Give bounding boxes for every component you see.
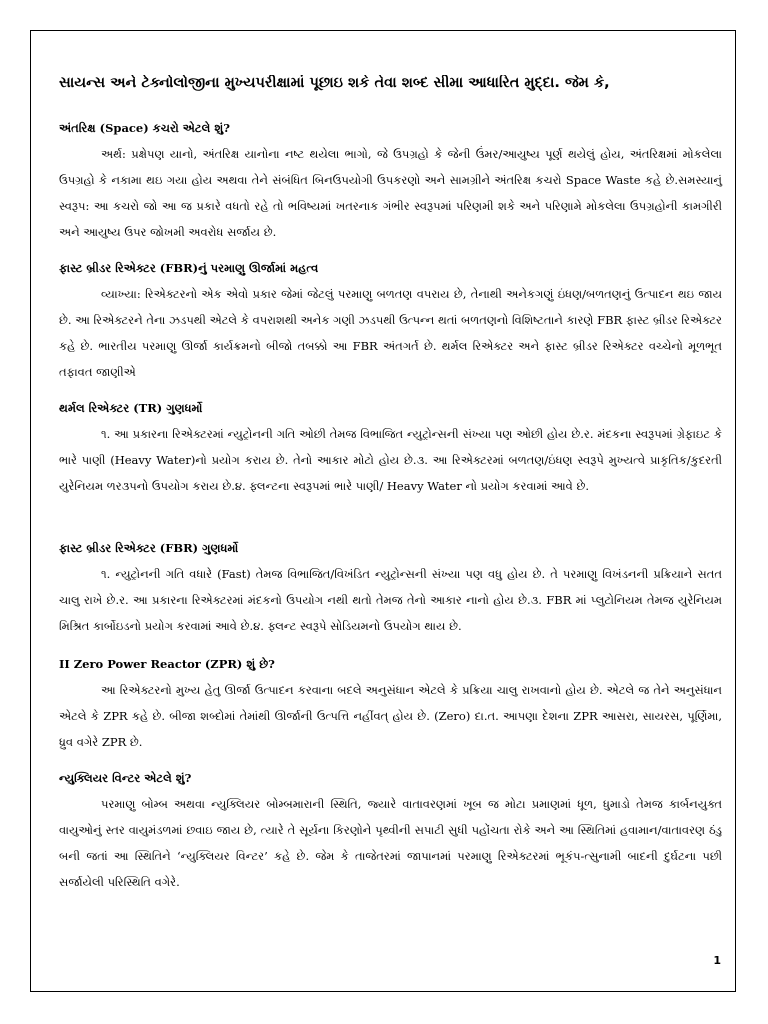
section-nuclear-winter [59, 771, 722, 895]
section-fbr-properties [59, 541, 722, 639]
section-body: ૧. આ પ્રકારના રિએક્ટરમાં ન્યુટ્રોનની ગતિ ઓછી તેમજ વિભાજિત ન્યુટ્રોન્સની સંખ્યા પણ ઓછી હોય છે.ર. મંદકના સ્વરૂપમાં ગ્રેફાઇટ કે ભારે પાણી (Heavy Water)નો પ્રયોગ કરાય છે. તેનો આકાર મોટો હોય છે.૩. આ રિએક્ટરમાં બળતણ/ઇંધણ સ્વરૂપે મુખ્યત્વે પ્રાકૃતિક/કુદરતી યુરેનિયમ ળર૩પનો ઉપયોગ કરાય છે.૪. ફ્લન્ટના સ્વરૂપમાં ભારે પાણી/ Heavy Water નો પ્રયોગ કરવામાં આવે છે. [59, 427, 722, 493]
page-number: 1 [713, 954, 721, 967]
document-page [30, 30, 736, 992]
section-heading: ન્યુક્લિયર વિન્ટર એટલે શું? [59, 771, 192, 785]
section-heading: ફાસ્ટ બ્રીડર રિએક્ટર (FBR)નું પરમાણુ ઊર્જામાં મહત્વ [59, 261, 319, 275]
section-zpr [59, 657, 722, 755]
section-body: વ્યાખ્યા: રિએક્ટરનો એક એવો પ્રકાર જેમાં જેટલું પરમાણુ બળતણ વપરાય છે, તેનાથી અનેકગણું ઇંધણ/બળતણનું ઉત્પાદન થઇ જાય છે. આ રિએક્ટરને તેના ઝડપથી એટલે કે વપરાશથી અનેક ગણી ઝડપથી ઉત્પન્ન થતાં બળતણનો વિશિષ્ટતાને કારણે FBR ફાસ્ટ બ્રીડર રિએક્ટર કહે છે. ભારતીય પરમાણુ ઊર્જા કાર્યક્રમનો બીજો તબક્કો આ FBR અંતગર્ત છે. થર્મલ રિએક્ટર અને ફાસ્ટ બ્રીડર રિએક્ટર વચ્ચેનો મૂળભૂત તફાવત જાણીએ [59, 287, 722, 379]
section-heading: અંતરિક્ષ (Space) કચરો એટલે શું? [59, 121, 230, 135]
section-body: આ રિએક્ટરનો મુખ્ય હેતુ ઊર્જા ઉત્પાદન કરવાના બદલે અનુસંધાન એટલે કે પ્રક્રિયા ચાલુ રાખવાનો હોય છે. એટલે જ તેને અનુસંધાન એટલે કે ZPR કહે છે. બીજા શબ્દોમાં તેમાંથી ઊર્જાની ઉત્પત્તિ નહીંવત્ હોય છે. (Zero) દા.ત. આપણા દેશના ZPR આસરા, સાયરસ, પૂર્ણિમા, ધ્રુવ વગેરે ZPR છે. [59, 683, 722, 749]
section-space-debris [59, 121, 722, 245]
section-body: પરમાણુ બોમ્બ અથવા ન્યુક્લિયર બોમ્બમારાની સ્થિતિ, જ્યારે વાતાવરણમાં ખૂબ જ મોટા પ્રમાણમાં ધૂળ, ધુમાડો તેમજ કાર્બનયુક્ત વાયુઓનું સ્તર વાયુમંડળમાં છવાઇ જાય છે, ત્યારે તે સૂર્યના કિરણોને પૃથ્વીની સપાટી સુધી પહોંચતા રોકે અને આ સ્થિતિમાં હવામાન/વાતાવરણ ઠંડુ બની જતાં આ સ્થિતિને ‘ન્યુક્લિયર વિન્ટર’ કહે છે. જેમ કે તાજેતરમાં જાપાનમાં પરમાણુ રિએક્ટરમાં ભૂકંપ-ત્સુનામી બાદની દુર્ઘટના પછી સર્જાયેલી પરિસ્થિતિ વગેરે. [59, 797, 722, 889]
section-heading: ફાસ્ટ બ્રીડર રિએક્ટર (FBR) ગુણધર્મો [59, 541, 239, 555]
page-title: સાયન્સ અને ટેક્નોલોજીના મુખ્યપરીક્ષામાં પૂછાઇ શકે તેવા શબ્દ સીમા આધારિત મુદ્દા. જેમ કે, [59, 75, 610, 91]
section-fbr-importance [59, 261, 722, 385]
section-body: અર્થ: પ્રક્ષેપણ યાનો, અંતરિક્ષ યાનોના નષ્ટ થયેલા ભાગો, જે ઉપગ્રહો કે જેની ઉંમર/આયુષ્ય પૂર્ણ થયેલું હોય, અંતરિક્ષમાં મોકલેલા ઉપગ્રહો કે નકામા થઇ ગયા હોય અથવા તેને સંબંધિત બિનઉપયોગી ઉપકરણો અને સામગ્રીને અંતરિક્ષ કચરો Space Waste કહે છે.સમસ્યાનું સ્વરૂપ: આ કચરો જો આ જ પ્રકારે વધતો રહે તો ભવિષ્યમાં ખતરનાક ગંભીર સ્વરૂપમાં પરિણમી શકે અને પરિણામે મોકલેલા ઉપગ્રહોની કામગીરી અને આયુષ્ય ઉપર જોખમી અવરોધ સર્જાય છે. [59, 147, 722, 239]
section-heading: થર્મલ રિએક્ટર (TR) ગુણધર્મો [59, 401, 203, 415]
section-body: ૧. ન્યુટ્રોનની ગતિ વધારે (Fast) તેમજ વિભાજિત/વિખંડિત ન્યુટ્રોન્સની સંખ્યા પણ વધુ હોય છે. તે પરમાણુ વિખંડનની પ્રક્રિયાને સતત ચાલુ રાખે છે.ર. આ પ્રકારના રિએક્ટરમાં મંદકનો ઉપયોગ નથી થતો તેમજ તેનો આકાર નાનો હોય છે.૩. FBR માં પ્લુટોનિયમ તેમજ યુરેનિયમ મિશ્રિત કાર્બોઇડનો પ્રયોગ કરવામાં આવે છે.૪. ફ્લન્ટ સ્વરૂપે સોડિયમનો ઉપયોગ થાય છે. [59, 567, 722, 633]
section-heading: II Zero Power Reactor (ZPR) શું છે? [59, 657, 275, 671]
section-thermal-reactor [59, 401, 722, 499]
